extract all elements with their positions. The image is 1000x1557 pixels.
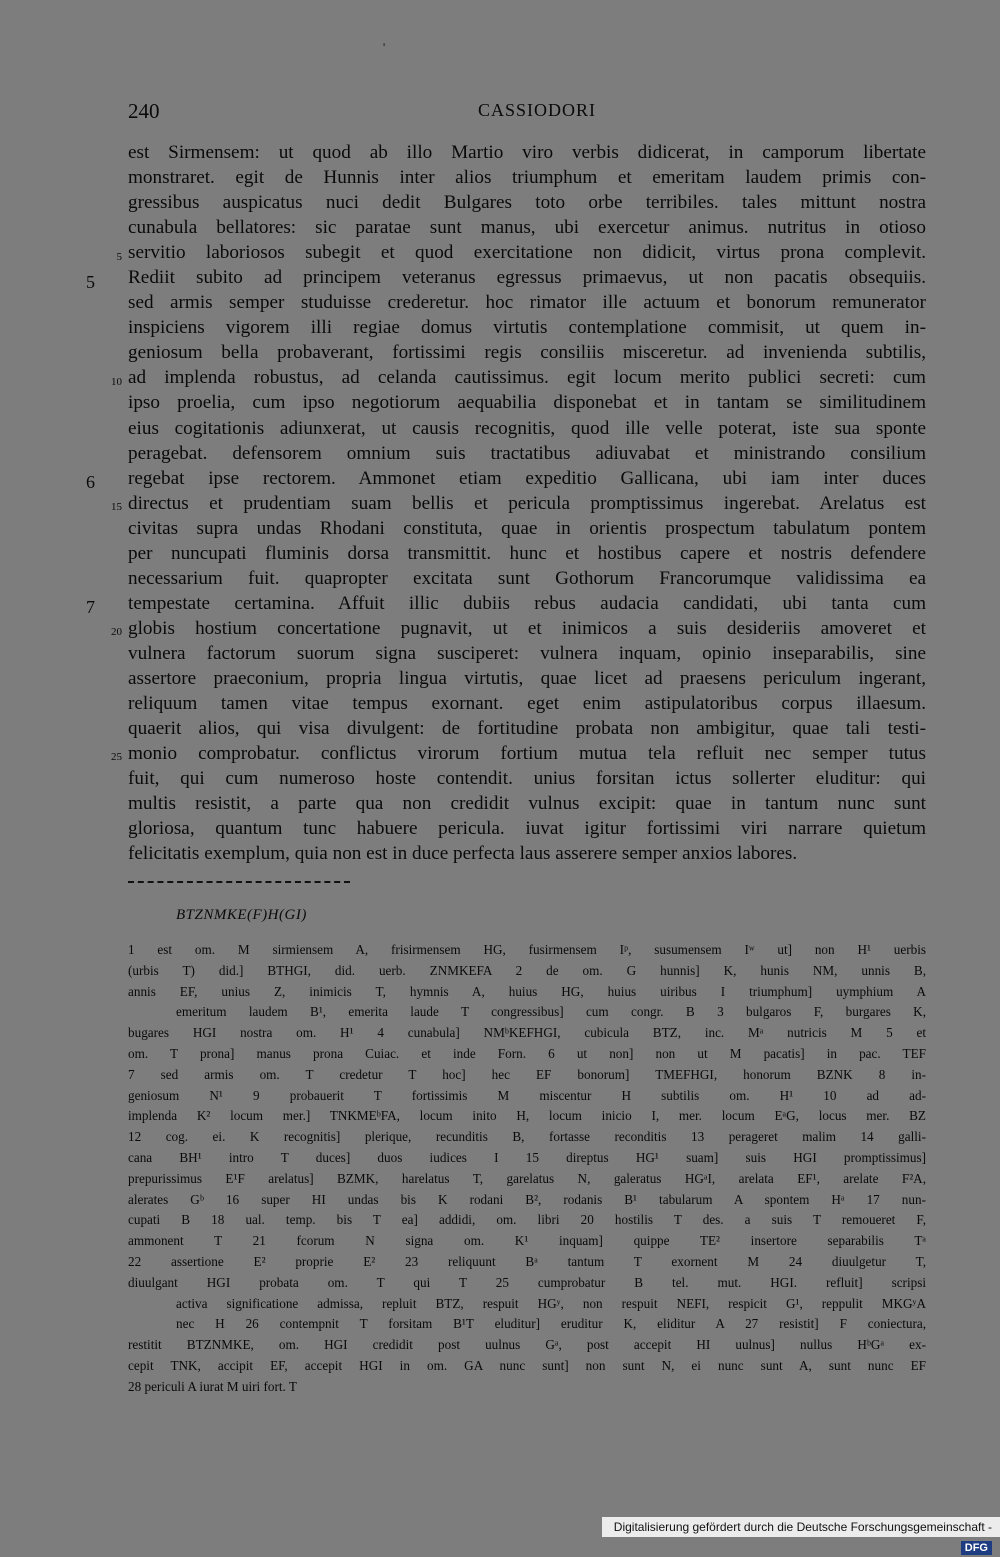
digitization-footer (602, 1517, 1000, 1554)
print-mark: ' (383, 40, 386, 54)
apparatus-line: 12 cog. ei. K recognitis] plerique, recunditis B, fortasse reconditis 13 perageret malim 14 galli- (128, 1129, 926, 1145)
section-number: 5 (86, 272, 95, 292)
separator-rule (128, 881, 350, 883)
text-line: quaerit alios, qui visa divulgent: de fortitudine probata non ambigitur, quae tali testi- (128, 718, 926, 740)
apparatus-line: cana BH¹ intro T duces] duos iudices I 15 direptus HG¹ suam] suis HGI promptissimus] (128, 1149, 926, 1165)
text-line: gloriosa, quantum tunc habuere pericula. iuvat igitur fortissimi viri narrare quietum (128, 818, 926, 840)
apparatus-line: cupati B 18 ual. temp. bis T ea] addidi, om. libri 20 hostilis T des. a suis T remoueret F, (128, 1212, 926, 1228)
text-line: regebat ipse rectorem. Ammonet etiam expeditio Gallicana, ubi iam inter duces (128, 467, 926, 489)
text-line: multis resistit, a parte qua non credidit vulnus excipit: quae in tantum nunc sunt (128, 793, 926, 815)
text-line: fuit, qui cum numeroso hoste contendit. unius forsitan ictus sollerter eluditur: qui (128, 768, 926, 790)
apparatus-line: 1 est om. M sirmiensem A, frisirmensem HG, fusirmensem Iᵖ, susumensem Iʷ ut] non H¹ uerbis (128, 942, 926, 957)
text-line: Rediit subito ad principem veteranus egressus primaevus, ut non pacatis obsequiis. (128, 267, 926, 289)
line-number: 25 (111, 751, 122, 763)
apparatus-line: alerates Gᵇ 16 super HI undas bis K rodani B², rodanis B¹ tabularum A spontem Hᵃ 17 nun- (128, 1191, 926, 1207)
text-line: monio comprobatur. conflictus virorum fortium mutua tela refluit nec semper tutus (128, 743, 926, 765)
apparatus-line: 28 periculi A iurat M uiri fort. T (128, 1378, 297, 1394)
apparatus-line: implenda K² locum mer.] TNKMEᵇFA, locum inito H, locum inicio I, mer. locum EᵃG, locus mer. BZ (128, 1108, 926, 1124)
line-number: 10 (111, 376, 122, 388)
text-line: per nuncupati fluminis dorsa transmittit. hunc et hostibus capere et nostris defendere (128, 542, 926, 564)
main-text (128, 140, 926, 866)
section-number: 7 (86, 597, 95, 617)
text-line: inspiciens vigorem illi regiae domus virtutis contemplatione commisit, ut quem in- (128, 317, 926, 339)
apparatus-line: ammonent T 21 fcorum N signa om. K¹ inquam] quippe TE² insertore separabilis Tᵃ (128, 1233, 926, 1249)
text-line: monstraret. egit de Hunnis inter alios triumphum et emeritam laudem primis con- (128, 167, 926, 189)
apparatus-line: bugares HGI nostra om. H¹ 4 cunabula] NMᵇKEFHGI, cubicula BTZ, inc. Mᵃ nutricis M 5 et (128, 1025, 926, 1041)
apparatus-line: om. T prona] manus prona Cuiac. et inde Forn. 6 ut non] non ut M pacatis] in pac. TEF (128, 1045, 926, 1061)
apparatus-line: 22 assertione E² proprie E² 23 reliquunt Bᵃ tantum T exornent M 24 diuulgetur T, (128, 1253, 926, 1269)
text-line: tempestate certamina. Affuit illic dubiis rebus audacia candidati, ubi tanta cum (128, 592, 926, 614)
apparatus-line: annis EF, unius Z, inimicis T, hymnis A, huius HG, huius uiribus I triumphum] uymphium A (128, 983, 926, 999)
page-number: 240 (128, 99, 160, 123)
section-number: 6 (86, 472, 95, 492)
apparatus-line: emeritum laudem B¹, emerita laude T congressibus] cum congr. B 3 bulgaros F, burgares K, (176, 1004, 926, 1020)
line-number: 15 (111, 501, 122, 513)
apparatus-line: activa significatione admissa, repluit BTZ, respuit HGʸ, non respuit NEFI, respicit G¹, reppulit MKGʸA (176, 1295, 926, 1311)
apparatus-line: nec H 26 contempnit T forsitam B¹T eluditur] eruditur K, eliditur A 27 resistit] F coniectura, (176, 1316, 926, 1332)
apparatus-line: diuulgant HGI probata om. T qui T 25 cumprobatur B tel. mut. HGI. refluit] scripsi (128, 1274, 926, 1290)
text-line: est Sirmensem: ut quod ab illo Martio viro verbis didicerat, in camporum libertate (128, 142, 926, 163)
text-line: civitas supra undas Rhodani constituta, quae in orientis prospectum tabulatum pontem (128, 517, 926, 539)
line-number: 5 (116, 251, 122, 263)
text-line: eius cogitationis adiunxerat, ut causis recognitis, quod ille velle poterat, iste sua sponte (128, 417, 926, 439)
text-line: sed armis semper studuisse crederetur. hoc rimator ille actuum et bonorum remunerator (128, 292, 926, 314)
apparatus-line: prepurissimus E¹F arelatus] BZMK, harelatus T, garelatus N, galeratus HGᵃI, arelata EF¹, arelate F²A, (128, 1170, 926, 1186)
text-line: necessarium fuit. quapropter excitata sunt Gothorum Francorumque validissima ea (128, 567, 926, 589)
text-line: ipso proelia, cum ipso negotiorum aequabilia disponebat et in tantam se similitudinem (128, 392, 926, 414)
text-line: peragebat. defensorem omnium suis tractatibus adiuvabat et ministrando consilium (128, 442, 926, 464)
running-head: CASSIODORI (478, 100, 597, 120)
apparatus-line: 7 sed armis om. T credetur T hoc] hec EF bonorum] TMEFHGI, honorum BZNK 8 in- (128, 1066, 926, 1082)
text-line: vulnera factorum suorum signa susciperet: vulnera inquam, opinio inseparabilis, sine (128, 642, 926, 664)
critical-apparatus (128, 940, 926, 1398)
text-line: ad implenda robustus, ad celanda cautissimus. egit locum merito publici secreti: cum (128, 367, 926, 389)
text-line: cunabula bellatores: sic paratae sunt manus, ubi exercetur animus. nutritus in otioso (128, 217, 926, 239)
text-line: felicitatis exemplum, quia non est in duce perfecta laus asserere semper anxios labores. (128, 843, 798, 865)
page-header (128, 99, 926, 127)
manuscript-sigla: BTZNMKE(F)H(GI) (176, 907, 307, 923)
line-number: 20 (111, 626, 122, 638)
text-line: assertore praeconium, propria lingua virtutis, quae licet ad praesens periculum ingerant, (128, 667, 926, 689)
text-line: directus et prudentiam suam bellis et pericula promptissimus ingerebat. Arelatus est (128, 492, 926, 514)
text-line: servitio laboriosos subegit et quod exercitatione non didicit, virtus prona complevit. (128, 242, 926, 264)
dfg-logo-icon: DFG (961, 1541, 992, 1555)
apparatus-line: geniosum N¹ 9 probauerit T fortissimis M miscentur H subtilis om. H¹ 10 ad ad- (128, 1087, 926, 1103)
footer-text: Digitalisierung gefördert durch die Deutsche Forschungsgemeinschaft - (613, 1520, 992, 1534)
text-line: geniosum bella probaverant, fortissimi regis consiliis misceretur. ad invenienda subtilis, (128, 342, 926, 364)
text-line: gressibus auspicatus nuci dedit Bulgares toto orbe terribiles. tales mittunt nostra (128, 192, 926, 214)
apparatus-line: restitit BTZNMKE, om. HGI credidit post uulnus Gᵃ, post accepit HI uulnus] nullus HᵇGᵃ ex- (128, 1337, 926, 1353)
text-line: reliquum tamen vitae tempus exornant. eget enim astipulatoribus corpus illaesum. (128, 693, 926, 715)
apparatus-line: cepit TNK, accipit EF, accepit HGI in om. GA nunc sunt] non sunt N, ei nunc sunt A, sunt nunc EF (128, 1357, 926, 1373)
apparatus-line: (urbis T) did.] BTHGI, did. uerb. ZNMKEFA 2 de om. G hunnis] K, hunis NM, unnis B, (128, 962, 926, 978)
text-line: globis hostium concertatione pugnavit, ut et inimicos a suis desideriis amoveret et (128, 617, 926, 639)
